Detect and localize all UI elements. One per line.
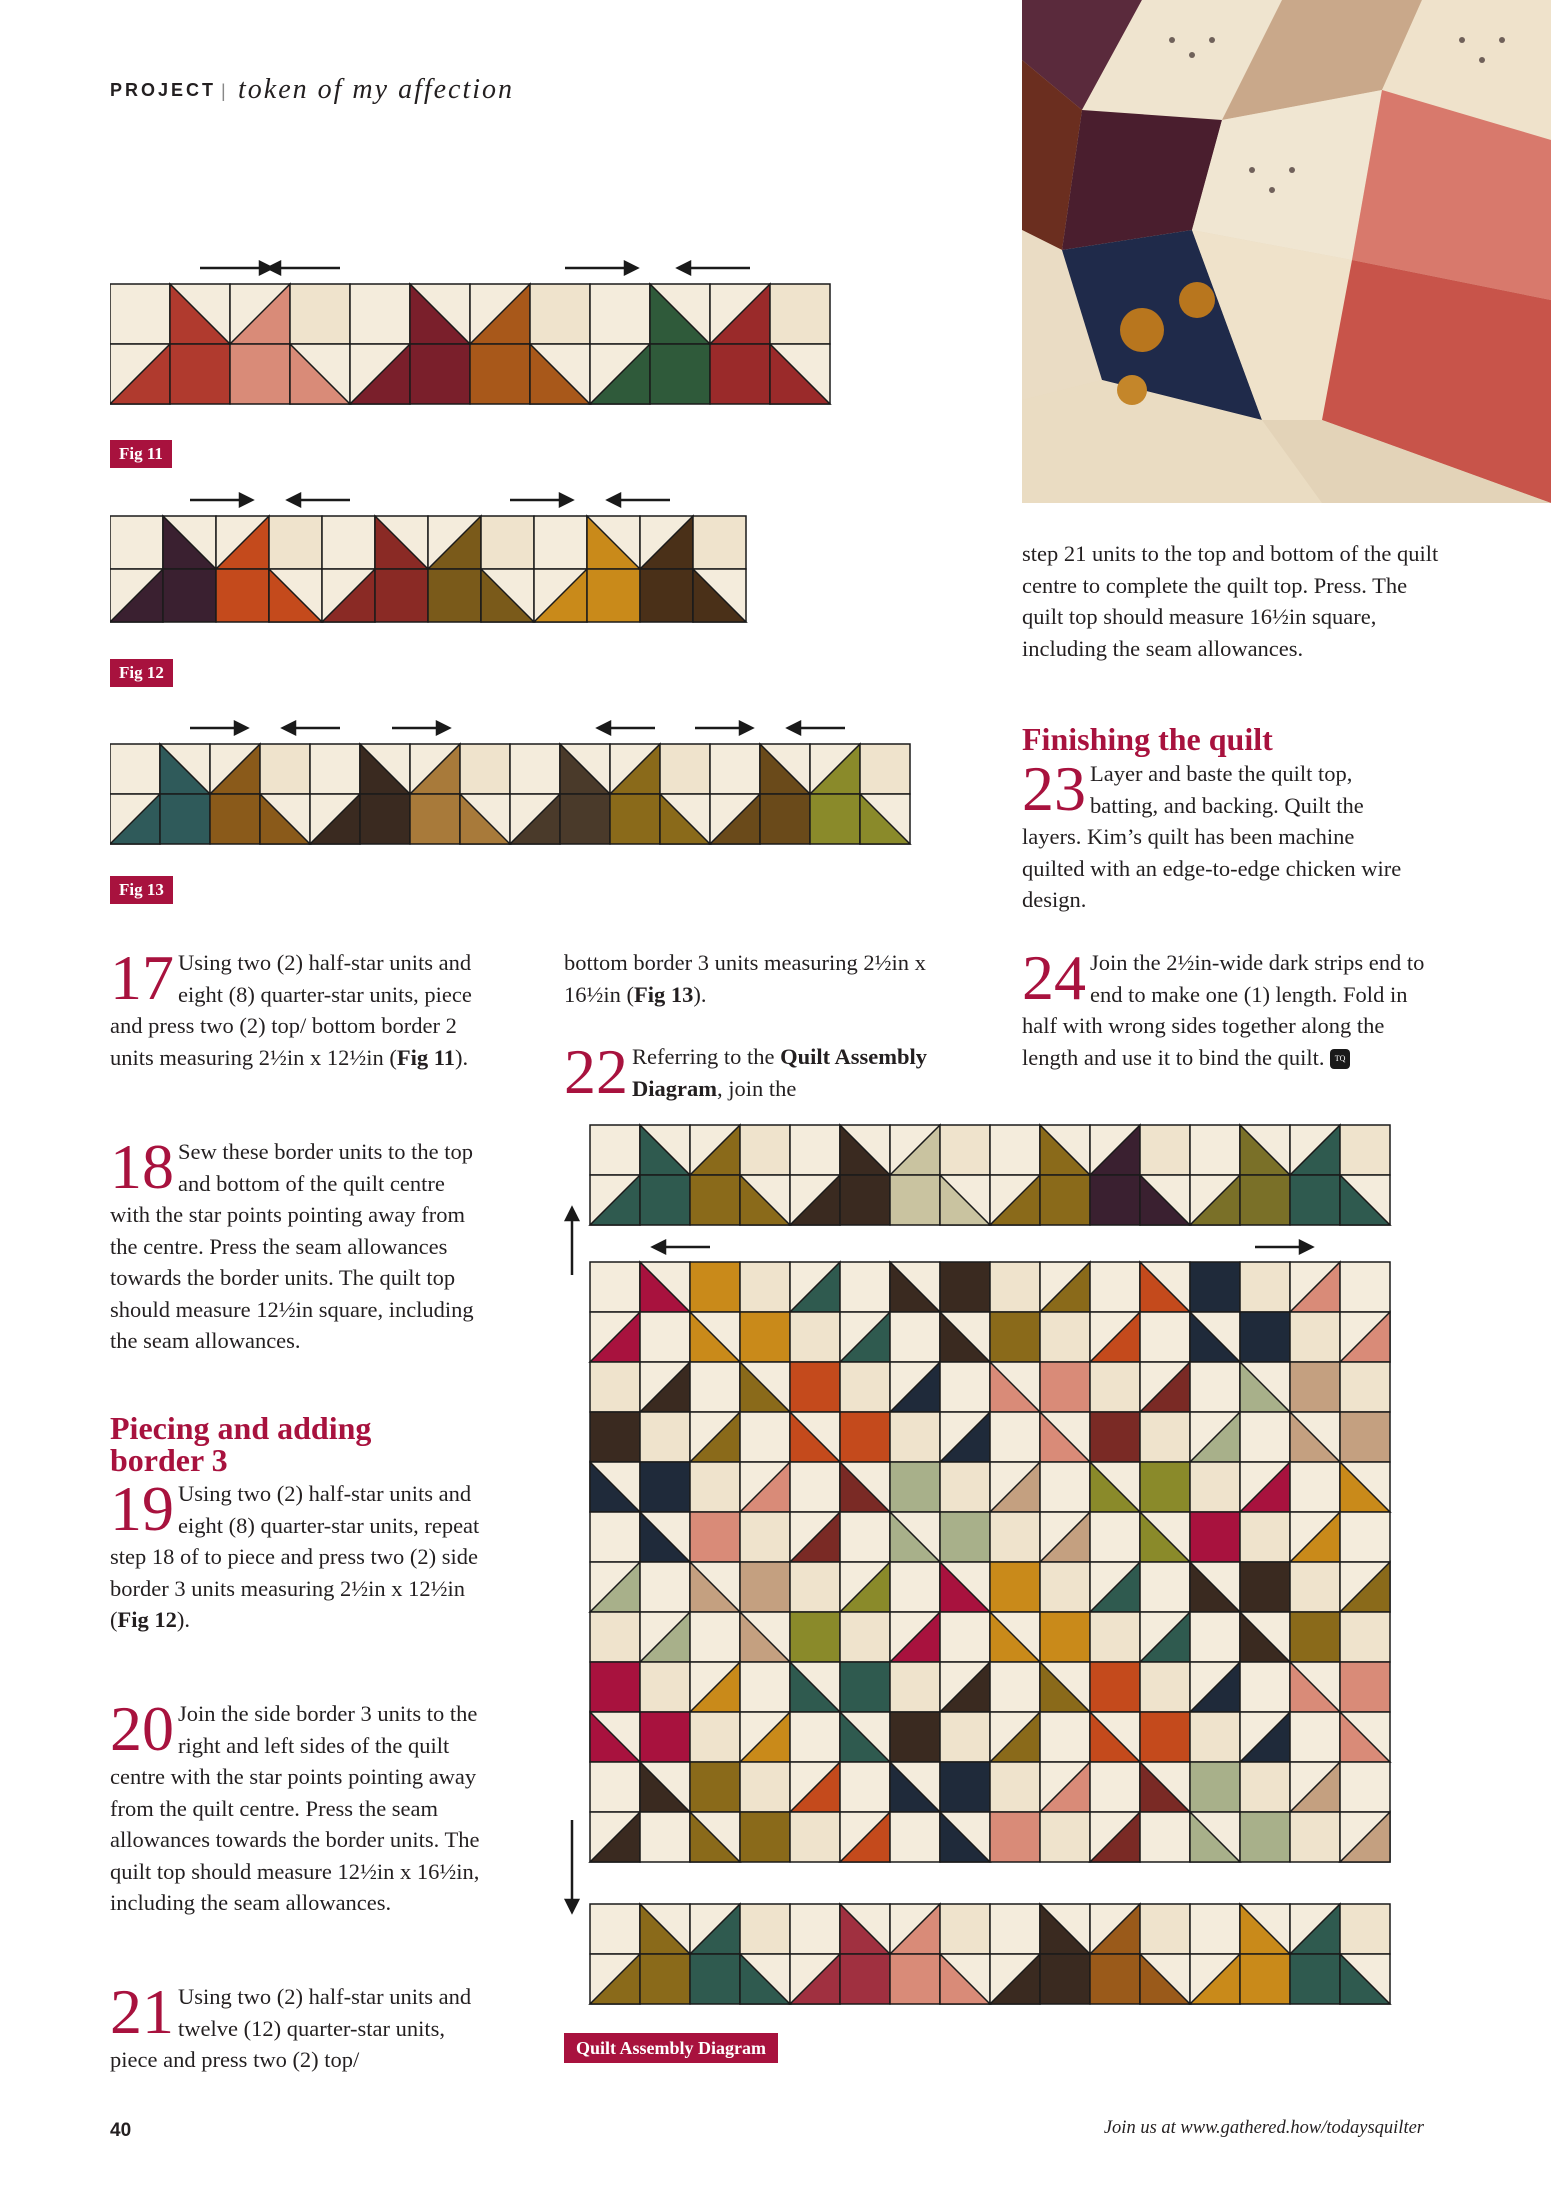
step-23 — [1022, 753, 1422, 916]
step-text: Referring to the — [632, 1044, 781, 1069]
step-21-continued — [564, 947, 964, 1010]
step-text-end: ). — [176, 1607, 190, 1632]
step-number: 23 — [1022, 753, 1086, 824]
end-mark-icon: TQ — [1330, 1049, 1350, 1069]
quilt-assembly-diagram — [560, 1120, 1400, 2024]
step-number: 22 — [564, 1036, 628, 1107]
step-17 — [110, 942, 490, 1073]
footer-url: Join us at www.gathered.how/todaysquilter — [1103, 2118, 1424, 2138]
fig-ref: Fig 12 — [117, 1607, 177, 1632]
quilt-detail-photo — [1022, 0, 1551, 503]
heading-finishing: Finishing the quilt — [1022, 721, 1273, 757]
heading-border3: Piecing and adding border 3 — [110, 1410, 372, 1478]
step-number: 24 — [1022, 942, 1086, 1013]
step-text: Sew these border units to the top and bottom of the quilt centre with the star points pointing away from the centre. Press the seam allowances towards the border units. The quilt top should measure 12½in square, including the seam allowances. — [110, 1139, 474, 1353]
step-text: bottom border 3 units measuring 2½in x 16½in ( — [564, 950, 926, 1007]
step-text-end: ). — [693, 981, 707, 1007]
step-number: 21 — [110, 1976, 174, 2047]
step-18 — [110, 1131, 490, 1357]
step22-continued: step 21 units to the top and bottom of the quilt centre to complete the quilt top. Press. The quilt top should measure 16½in square, including the seam allowances. — [1022, 541, 1439, 661]
step-text: Join the side border 3 units to the right and left sides of the quilt centre with the star points pointing away from the quilt centre. Press the seam allowances towards the border units. The quilt top should measure 12½in x 16½in, including the seam allowances. — [110, 1701, 480, 1915]
step-number: 18 — [110, 1131, 174, 1202]
fig-ref: Fig 11 — [396, 1044, 455, 1070]
step-text-end: ). — [455, 1044, 469, 1070]
step-text-end: , join the — [716, 1075, 797, 1101]
fig11-label: Fig 11 — [110, 440, 172, 468]
fig13-label: Fig 13 — [110, 876, 173, 904]
diagram-ref: Quilt Assembly Diagram — [632, 1044, 927, 1101]
step-number: 19 — [110, 1473, 174, 1544]
section-label: PROJECT — [110, 80, 217, 100]
step-text: Join the 2½in-wide dark strips end to end to make one (1) length. Fold in half with wrong sides together along the length and use it to bind the quilt. — [1022, 950, 1425, 1070]
fig12-label: Fig 12 — [110, 659, 173, 687]
step-number: 20 — [110, 1693, 174, 1764]
step-number: 17 — [110, 942, 174, 1013]
step-text: Layer and baste the quilt top, batting, and backing. Quilt the layers. Kim’s quilt has been machine quilted with an edge-to-edge chicken wire design. — [1022, 761, 1402, 912]
page-number: 40 — [110, 2120, 132, 2141]
header-separator: | — [221, 81, 226, 101]
step-19 — [110, 1473, 490, 1636]
fig11-diagram — [110, 256, 840, 416]
step-20 — [110, 1693, 490, 1919]
assembly-diagram-label: Quilt Assembly Diagram — [564, 2033, 778, 2063]
step-text: Using two (2) half-star units and eight (8) quarter-star units, repeat step 18 of to piece and press two (2) side border 3 units measuring 2½in x 12½in ( — [110, 1481, 480, 1632]
step-21 — [110, 1976, 490, 2076]
fig12-diagram — [110, 488, 760, 628]
fig13-diagram — [110, 716, 930, 851]
project-title: token of my affection — [238, 74, 515, 105]
fig-ref: Fig 13 — [634, 981, 694, 1007]
step-text: Using two (2) half-star units and twelve (12) quarter-star units, piece and press two (2) top/ — [110, 1984, 472, 2072]
step-22 — [564, 1036, 984, 1107]
step-text: Using two (2) half-star units and eight (8) quarter-star units, piece and press two (2) top/ bottom border 2 units measuring 2½in x 12½in ( — [110, 950, 472, 1070]
step-24 — [1022, 942, 1432, 1073]
